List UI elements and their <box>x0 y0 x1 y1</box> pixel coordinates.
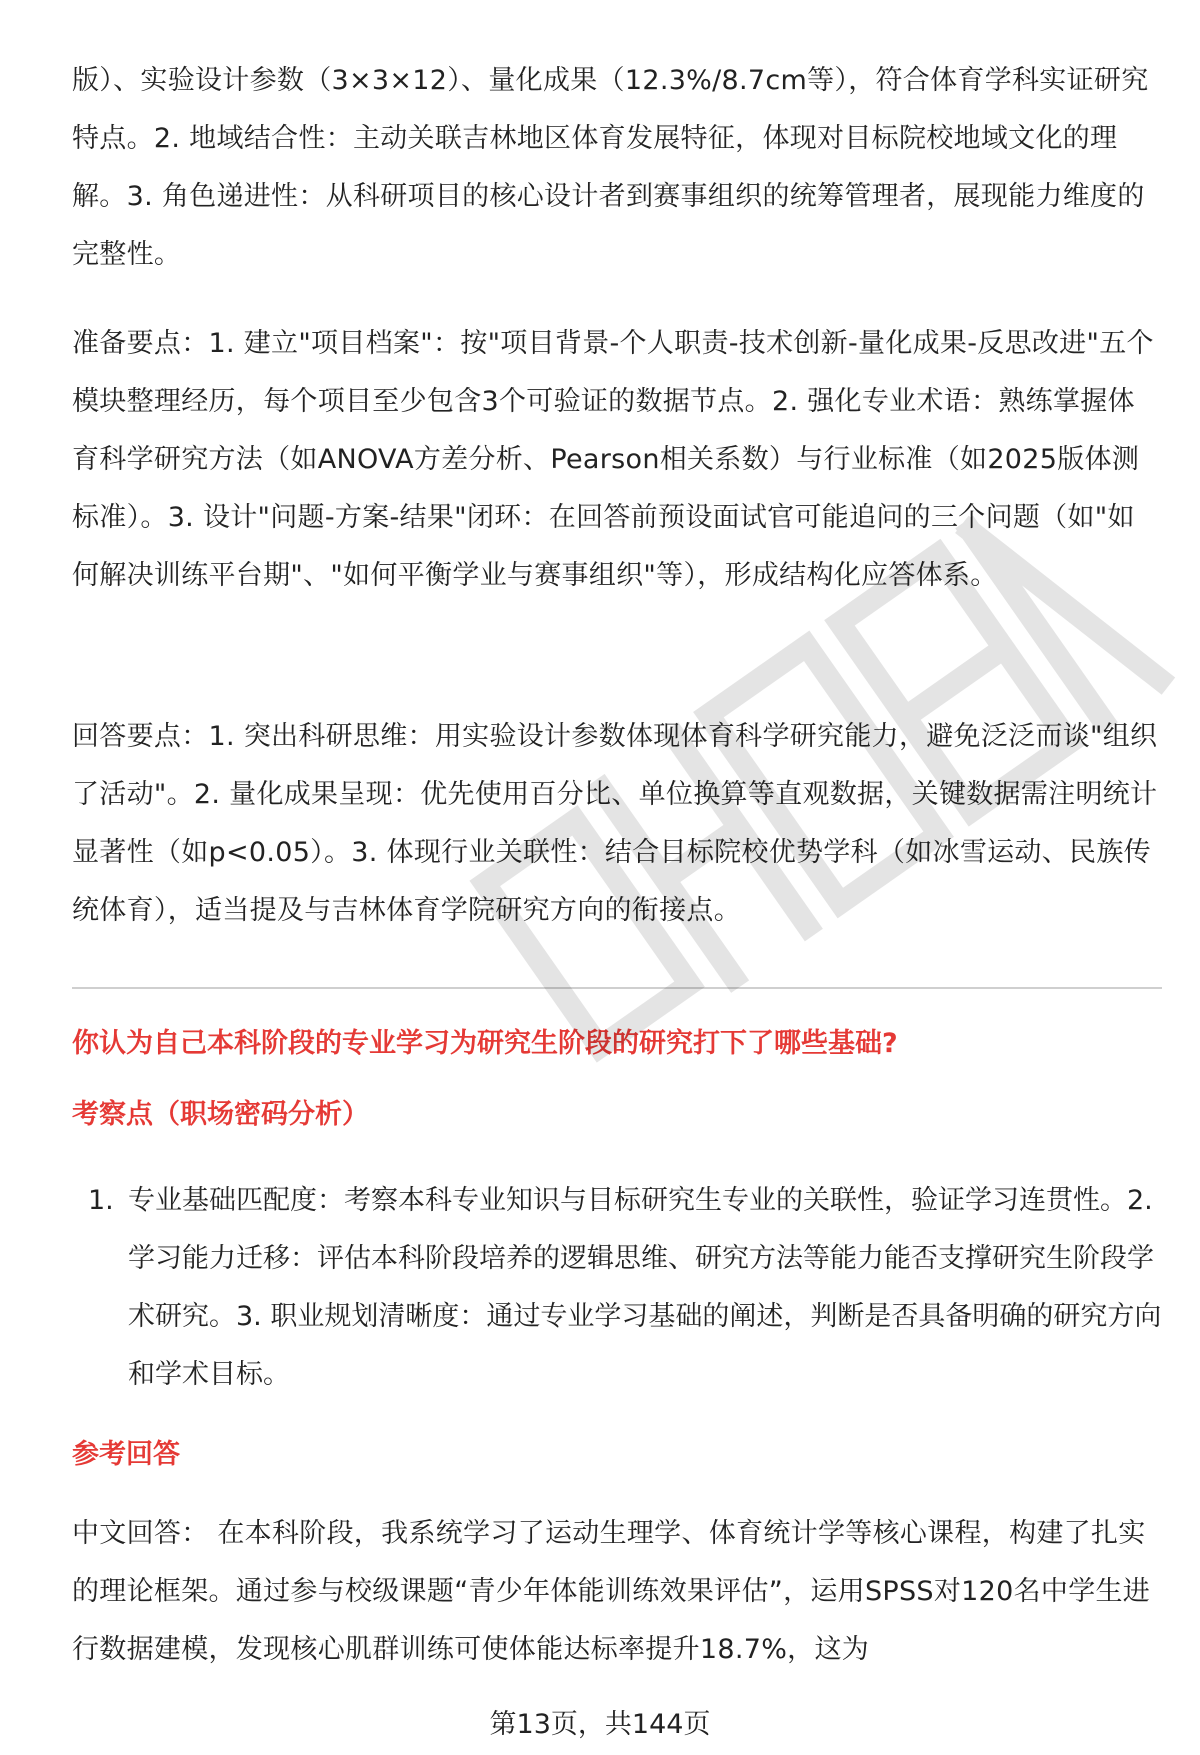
analysis-list-item <box>72 1172 1162 1404</box>
analysis-title: 考察点（职场密码分析） <box>72 1099 369 1130</box>
list-item-number: 1. <box>88 1185 114 1216</box>
page-number: 第13页，共144页 <box>489 1709 711 1740</box>
continuation-paragraph: 版）、实验设计参数（3×3×12）、量化成果（12.3%/8.7cm等），符合体育学科实证研究特点。2. 地域结合性：主动关联吉林地区体育发展特征，体现对目标院校地域文化的理解。3. 角色递进性：从科研项目的核心设计者到赛事组织的统筹管理者，展现能力维度的完整性。 <box>72 65 1149 270</box>
reference-answer-title: 参考回答 <box>72 1439 180 1470</box>
list-item-text: 专业基础匹配度：考察本科专业知识与目标研究生专业的关联性，验证学习连贯性。2. 学习能力迁移：评估本科阶段培养的逻辑思维、研究方法等能力能否支撑研究生阶段学术研究。3. 职业规划清晰度：通过专业学习基础的阐述，判断是否具备明确的研究方向和学术目标。 <box>128 1185 1162 1390</box>
reference-answer-paragraph: 中文回答： 在本科阶段，我系统学习了运动生理学、体育统计学等核心课程，构建了扎实的理论框架。通过参与校级课题“青少年体能训练效果评估”，运用SPSS对120名中学生进行数据建模，发现核心肌群训练可使体能达标率提升18.7%，这为 <box>72 1518 1151 1665</box>
analysis-list <box>72 1172 1162 1404</box>
section-divider <box>72 987 1162 989</box>
answer-points-paragraph: 回答要点：1. 突出科研思维：用实验设计参数体现体育科学研究能力，避免泛泛而谈"组织了活动"。2. 量化成果呈现：优先使用百分比、单位换算等直观数据，关键数据需注明统计显著性（如p<0.05）。3. 体现行业关联性：结合目标院校优势学科（如冰雪运动、民族传统体育），适当提及与吉林体育学院研究方向的衔接点。 <box>72 721 1158 926</box>
question-title: 你认为自己本科阶段的专业学习为研究生阶段的研究打下了哪些基础? <box>72 1028 898 1059</box>
preparation-paragraph: 准备要点：1. 建立"项目档案"：按"项目背景-个人职责-技术创新-量化成果-反思改进"五个模块整理经历，每个项目至少包含3个可验证的数据节点。2. 强化专业术语：熟练掌握体育科学研究方法（如ANOVA方差分析、Pearson相关系数）与行业标准（如2025版体测标准）。3. 设计"问题-方案-结果"闭环：在回答前预设面试官可能追问的三个问题（如"如何解决训练平台期"、"如何平衡学业与赛事组织"等），形成结构化应答体系。 <box>72 328 1154 591</box>
